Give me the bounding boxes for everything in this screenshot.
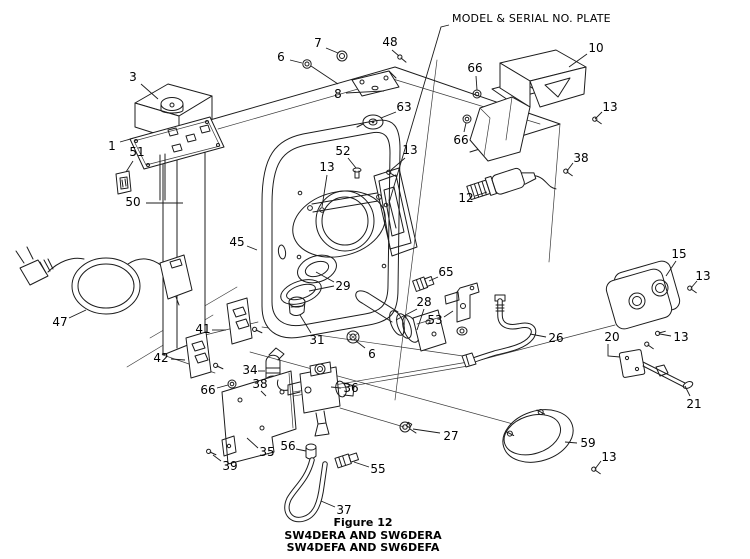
callout-13: 13 — [673, 330, 689, 344]
callout-42: 42 — [153, 351, 169, 365]
caption-figure-number: Figure 12 — [333, 516, 393, 529]
callout-6: 6 — [368, 347, 376, 361]
callout-leader-66 — [464, 123, 466, 132]
callout-leader-20 — [608, 344, 620, 357]
callout-leader-66 — [217, 385, 228, 388]
callout-leader-15 — [666, 261, 676, 276]
callout-leader-29 — [309, 286, 334, 291]
callout-66: 66 — [200, 383, 216, 397]
callout-leader-31 — [300, 315, 311, 333]
callout-leader-13 — [391, 158, 405, 170]
model-serial-plate-leader — [389, 25, 449, 203]
callout-leader-8 — [346, 91, 384, 93]
callout-12: 12 — [458, 191, 474, 205]
callout-13: 13 — [602, 100, 618, 114]
callout-leader-6 — [311, 66, 338, 84]
callout-leader-7 — [326, 48, 338, 53]
callout-66: 66 — [453, 133, 469, 147]
callout-47: 47 — [52, 315, 68, 329]
callout-leader-6 — [290, 60, 302, 63]
callout-63: 63 — [396, 100, 412, 114]
callout-65: 65 — [438, 265, 454, 279]
callout-leader-51 — [126, 161, 133, 172]
callout-45: 45 — [229, 235, 245, 249]
callout-leader-38 — [261, 391, 266, 396]
callout-35: 35 — [259, 445, 275, 459]
callout-leader-6 — [356, 341, 365, 348]
callout-leader-59 — [565, 442, 577, 443]
callout-leader-28 — [396, 309, 417, 320]
callout-7: 7 — [314, 36, 322, 50]
callout-leader-42 — [171, 359, 185, 360]
callout-55: 55 — [370, 462, 386, 476]
model-serial-plate-label: MODEL & SERIAL NO. PLATE — [452, 12, 611, 25]
callout-59: 59 — [580, 436, 596, 450]
callout-leader-45 — [247, 246, 257, 250]
callout-leader-55 — [354, 462, 369, 467]
callout-36: 36 — [343, 381, 359, 395]
callout-13: 13 — [402, 143, 418, 157]
callout-66: 66 — [467, 61, 483, 75]
callout-13: 13 — [695, 269, 711, 283]
callout-leader-27 — [413, 429, 440, 433]
callout-leader-1 — [120, 138, 134, 142]
callout-13: 13 — [601, 450, 617, 464]
caption-models-1: SW4DERA AND SW6DERA — [284, 528, 442, 542]
callout-leader-66 — [476, 76, 477, 90]
callout-leader-56 — [296, 449, 306, 451]
callout-8: 8 — [334, 87, 342, 101]
callout-leader-39 — [213, 455, 221, 461]
callout-37: 37 — [336, 503, 352, 517]
callout-leader-10 — [569, 54, 587, 67]
callout-39: 39 — [222, 459, 238, 473]
callout-28: 28 — [416, 295, 432, 309]
callout-leader-47 — [69, 310, 86, 318]
figure-caption — [284, 517, 441, 555]
callout-15: 15 — [671, 247, 687, 261]
callout-leader-48 — [392, 50, 399, 56]
callout-38: 38 — [573, 151, 589, 165]
callout-3: 3 — [129, 70, 137, 84]
callout-53: 53 — [427, 313, 443, 327]
callout-6: 6 — [277, 50, 285, 64]
callout-1: 1 — [108, 139, 116, 153]
callout-leader-13 — [660, 334, 671, 336]
callout-leader-12 — [475, 192, 487, 196]
callout-leader-65 — [429, 277, 438, 281]
callout-leader-63 — [381, 112, 396, 118]
callout-leader-36 — [331, 387, 341, 388]
callout-52: 52 — [335, 144, 351, 158]
callout-leader-35 — [247, 438, 258, 448]
callout-leader-3 — [141, 84, 158, 99]
callout-leader-29 — [316, 272, 334, 282]
callout-51: 51 — [129, 145, 145, 159]
callout-31: 31 — [309, 333, 325, 347]
callout-leader-26 — [530, 334, 546, 337]
callout-leader-28 — [417, 309, 424, 330]
callout-leader-21 — [685, 386, 690, 396]
callout-26: 26 — [548, 331, 564, 345]
caption-models-2: SW4DEFA AND SW6DEFA — [286, 541, 440, 554]
callout-38: 38 — [252, 377, 268, 391]
callout-27: 27 — [443, 429, 459, 443]
callout-leader-52 — [348, 158, 356, 168]
callout-34: 34 — [242, 363, 258, 377]
callout-56: 56 — [280, 439, 296, 453]
callout-21: 21 — [686, 397, 702, 411]
callout-10: 10 — [588, 41, 604, 55]
callout-41: 41 — [195, 322, 211, 336]
callout-20: 20 — [604, 330, 620, 344]
callout-leader-13 — [595, 461, 601, 469]
callout-leader-13 — [322, 175, 327, 207]
callout-leader-53 — [444, 311, 453, 317]
callout-48: 48 — [382, 35, 398, 49]
callout-13: 13 — [319, 160, 335, 174]
callout-29: 29 — [335, 279, 351, 293]
callout-leader-37 — [321, 501, 335, 507]
callout-leader-38 — [567, 163, 573, 171]
callout-50: 50 — [125, 195, 141, 209]
callout-leader-13 — [595, 112, 602, 119]
